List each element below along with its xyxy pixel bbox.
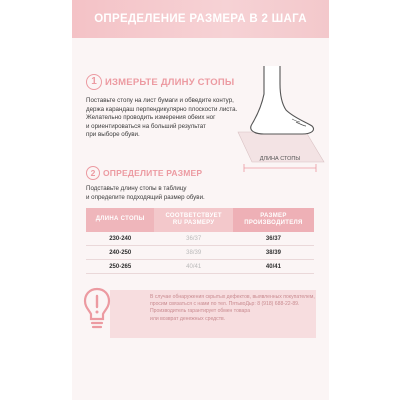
step-1-line: Поставьте стопу на лист бумаги и обведите контур, bbox=[86, 97, 234, 104]
notice-box bbox=[110, 290, 316, 338]
step-2-number-icon bbox=[86, 166, 100, 180]
table-row bbox=[86, 260, 314, 274]
header-ru-size: СООТВЕТСТВУЕТ RU РАЗМЕРУ bbox=[154, 208, 232, 232]
step-2-description bbox=[86, 185, 205, 202]
table-row bbox=[86, 232, 314, 246]
page-title-banner bbox=[72, 0, 329, 38]
maker-size-cell: 40/41 bbox=[233, 260, 314, 274]
notice-line: Производитель гарантирует обмен товара bbox=[150, 308, 251, 315]
foot-length-cell: 250-265 bbox=[86, 260, 154, 274]
ru-size-cell: 38/39 bbox=[154, 246, 232, 260]
step-1-line: и ориентироваться на больший результат bbox=[86, 122, 206, 130]
notice-line: В случае обнаружения скрытых дефектов, выявленных покупателем, bbox=[150, 294, 315, 300]
foot-length-cell: 230-240 bbox=[86, 232, 154, 246]
foot-length-label: ДЛИНА СТОПЫ bbox=[259, 156, 301, 162]
header-maker-size: РАЗМЕР ПРОИЗВОДИТЕЛЯ bbox=[233, 208, 314, 232]
light-bulb-icon bbox=[82, 286, 112, 334]
ru-size-cell: 40/41 bbox=[154, 260, 232, 274]
page-title: ОПРЕДЕЛЕНИЕ РАЗМЕРА В 2 ШАГА bbox=[94, 13, 307, 25]
size-guide-sheet bbox=[72, 0, 329, 400]
step-1-number: 1 bbox=[91, 76, 97, 87]
notice-line: просим связаться с нами по тел. ПятьвоДьр: 8 (918) 688-22-89. bbox=[150, 301, 300, 308]
foot-on-paper-illustration bbox=[232, 64, 327, 176]
maker-size-cell: 38/39 bbox=[233, 246, 314, 260]
step-1-description bbox=[86, 97, 237, 140]
step-2-line: Подставьте длину стопы в таблицу bbox=[86, 185, 187, 192]
size-table bbox=[86, 208, 314, 274]
step-1-line: держа карандаш перпендикулярно плоскости листа. bbox=[86, 105, 238, 113]
table-row bbox=[86, 246, 314, 260]
step-1-title: ИЗМЕРЬТЕ ДЛИНУ СТОПЫ bbox=[105, 77, 235, 88]
foot-length-cell: 240-250 bbox=[86, 246, 154, 260]
notice-line: или возврат денежных средств. bbox=[150, 315, 226, 322]
header-foot-length: ДЛИНА СТОПЫ bbox=[86, 208, 154, 232]
size-table-header-row bbox=[86, 208, 314, 232]
step-1-line: при выборе обуви. bbox=[86, 131, 140, 139]
step-2-line: и определите подходящий размер обуви. bbox=[86, 193, 205, 201]
step-1-line: Желательно проводить измерения обеих ног bbox=[86, 114, 216, 122]
maker-size-cell: 36/37 bbox=[233, 232, 314, 246]
notice-text bbox=[150, 294, 315, 323]
step-2-title: ОПРЕДЕЛИТЕ РАЗМЕР bbox=[103, 168, 203, 178]
step-2-number: 2 bbox=[90, 168, 96, 178]
ru-size-cell: 36/37 bbox=[154, 232, 232, 246]
step-1-number-icon bbox=[86, 74, 102, 90]
